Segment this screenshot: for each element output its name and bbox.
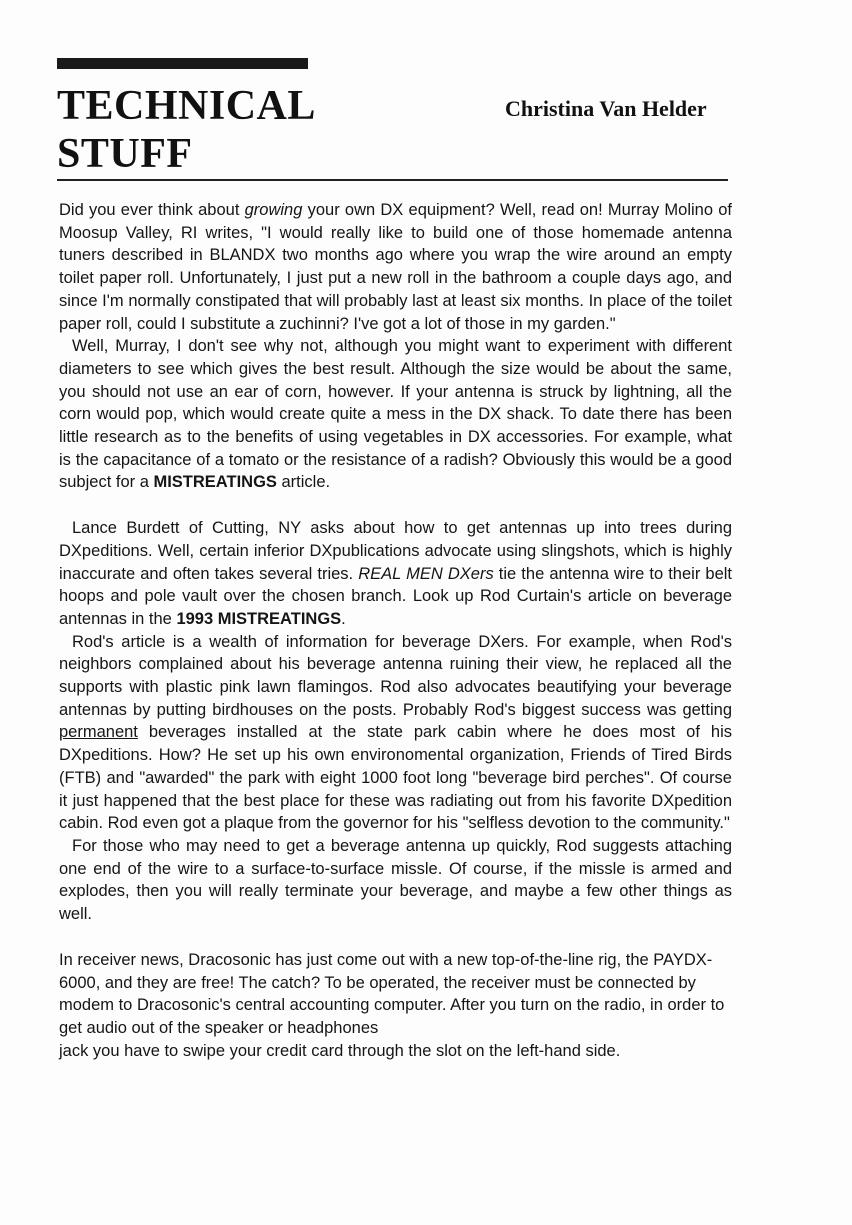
paragraph-2 [59, 335, 732, 494]
paragraph-6 [59, 949, 732, 1040]
p1-text-a: Did you ever think about [59, 201, 245, 219]
p1-emphasis: growing [244, 201, 303, 219]
p3-text-b: tie the antenna wire to their belt hoops and pole vault over the chosen branch. Look up Rod Curtain's article on beverage antennas in the [59, 564, 733, 628]
author-name: Christina Van Helder [505, 96, 707, 121]
p3-text-c: . [341, 609, 346, 628]
header-divider [57, 179, 728, 181]
p3-bold: 1993 MISTREATINGS [176, 609, 342, 628]
p6-text-b: jack you have to swipe your credit card through the slot on the left-hand side. [59, 1041, 621, 1060]
p4-underline: permanent [59, 723, 138, 742]
title-bar-decoration [57, 58, 308, 69]
article-body [59, 199, 732, 1062]
p2-text-b: article. [276, 473, 331, 492]
p1-text-b: your own DX equipment? Well, read on! Murray Molino of Moosup Valley, RI writes, "I would really like to build one of those homemade antenna tuners described in BLANDX two months ago where you wrap the wire around an empty toilet paper roll. Unfortunately, I just put a new roll in the bathroom a couple days ago, and since I'm normally constipated that will probably last at least six months. In place of the toilet paper roll, could I substitute a zuchinni? I've got a lot of those in my garden." [59, 201, 732, 333]
p3-emphasis: REAL MEN DXers [358, 564, 494, 583]
paragraph-3 [59, 517, 732, 631]
title-line-2: STUFF [57, 131, 193, 177]
p6-text-a: In receiver news, Dracosonic has just come out with a new top-of-the-line rig, the PAYDX-6000, and they are free! The catch? To be operated, the receiver must be connected by modem to Dracosonic's central accounting computer. After you turn on the radio, in order to get audio out of the speaker or headphones [59, 950, 725, 1037]
p3-text-a: Lance Burdett of Cutting, NY asks about how to get antennas up into trees during DXpeditions. Well, certain inferior DXpublications advocate using slingshots, which is highly inaccurate and often takes several tries. [59, 519, 732, 583]
p2-text-a: Well, Murray, I don't see why not, although you might want to experiment with different diameters to see which gives the best result. Although the size would be about the same, you should not use an ear of corn, however. If your antenna is struck by lightning, all the corn would pop, which would create quite a mess in the DX shack. To date there has been little research as to the benefits of using vegetables in DX accessories. For example, what is the capacitance of a tomato or the resistance of a radish? Obviously this would be a good subject for a [59, 337, 732, 492]
paragraph-1 [59, 199, 732, 335]
title-line-1: TECHNICAL [57, 83, 316, 129]
paragraph-6-last-line [59, 1040, 732, 1063]
p4-text-b: beverages installed at the state park cabin where he does most of his DXpeditions. How? He set up his own environomental organization, Friends of Tired Birds (FTB) and "awarded" the park with eight 1000 foot long "beverage bird perches". Of course it just happened that the best place for these was radiating out from his favorite DXpedition cabin. Rod even got a plaque from the governor for his "selfless devotion to the community." [59, 723, 732, 833]
page-title [57, 82, 316, 178]
p2-bold: MISTREATINGS [153, 473, 277, 492]
paragraph-4 [59, 631, 732, 835]
p4-text-a: Rod's article is a wealth of information for beverage DXers. For example, when Rod's neighbors complained about his beverage antenna ruining their view, he replaced all the supports with plastic pink lawn flamingos. Rod also advocates beautifying your beverage antennas by putting birdhouses on the posts. Probably Rod's biggest success was getting [59, 632, 732, 719]
paragraph-5 [59, 835, 732, 926]
p5-text: For those who may need to get a beverage antenna up quickly, Rod suggests attaching one end of the wire to a surface-to-surface missle. Of course, if the missle is armed and explodes, then you will really terminate your beverage, and maybe a few other things as well. [59, 836, 732, 924]
